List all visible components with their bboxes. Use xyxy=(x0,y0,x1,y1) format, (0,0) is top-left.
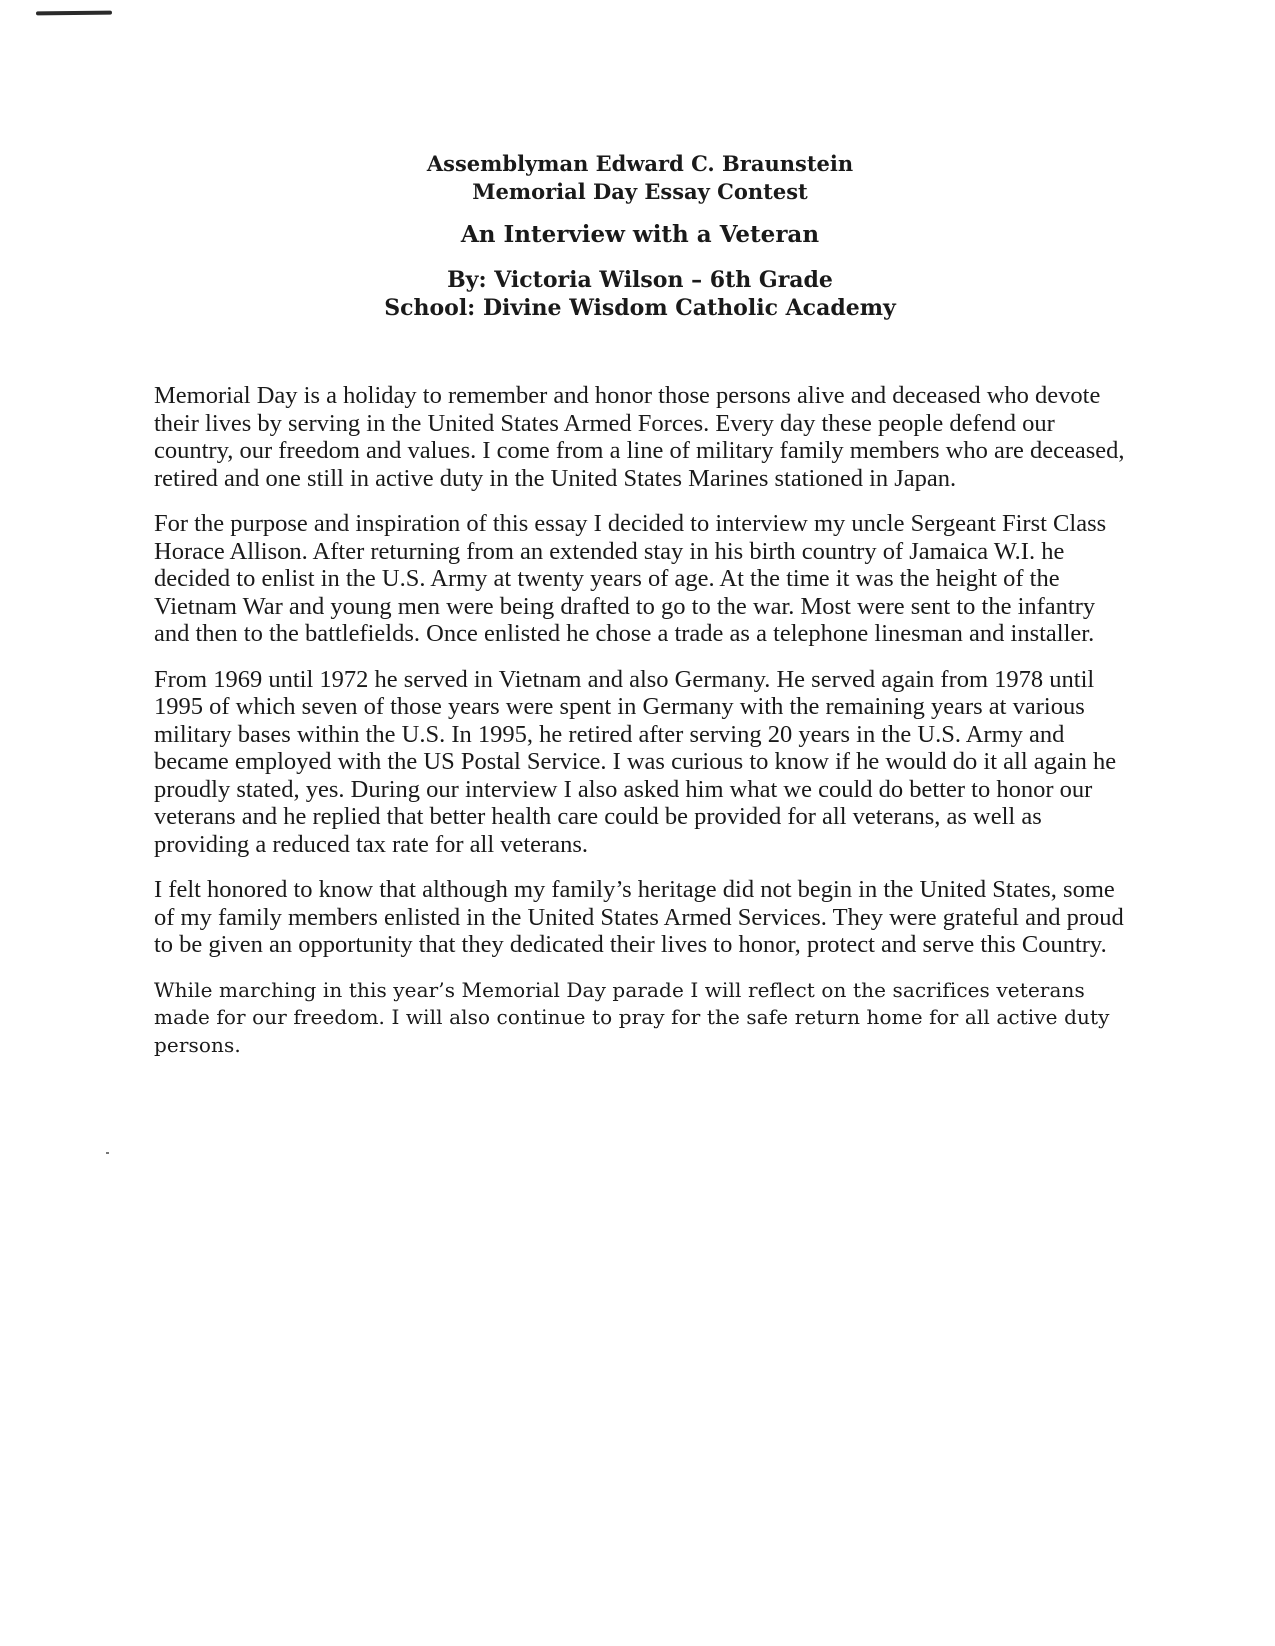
contest-line: Memorial Day Essay Contest xyxy=(472,179,808,204)
contest-sponsor xyxy=(240,150,1040,178)
scan-mark xyxy=(36,11,112,16)
contest-name xyxy=(240,178,1040,206)
sponsor-line: Assemblyman Edward C. Braunstein xyxy=(426,151,854,176)
paragraph-2: For the purpose and inspiration of this essay I decided to interview my uncle Sergeant First Class Horace Allison. After returning from an extended stay in his birth country of Jamaica W.I. he decided to enlist in the U.S. Army at twenty years of age. At the time it was the height of the Vietnam War and young men were being drafted to go to the war. Most were sent to the infantry and then to the battlefields. Once enlisted he chose a trade as a telephone linesman and installer. xyxy=(154,510,1107,647)
title-line: An Interview with a Veteran xyxy=(460,221,820,248)
essay-title xyxy=(240,221,1040,249)
byline-line: By: Victoria Wilson – 6th Grade xyxy=(447,267,833,293)
paragraph-5: While marching in this year’s Memorial Day parade I will reflect on the sacrifices veterans made for our freedom. I will also continue to pray for the safe return home for all active duty persons. xyxy=(154,977,1110,1057)
paragraph-4: I felt honored to know that although my family’s heritage did not begin in the United States, some of my family members enlisted in the United States Armed Services. They were grateful and proud to be given an opportunity that they dedicated their lives to honor, protect and serve this Country. xyxy=(154,876,1124,958)
scan-speck xyxy=(106,1152,109,1154)
essay-body xyxy=(154,382,1132,1077)
school-line xyxy=(240,294,1040,322)
author-byline xyxy=(240,266,1040,294)
school-name: School: Divine Wisdom Catholic Academy xyxy=(384,295,896,321)
paragraph-1: Memorial Day is a holiday to remember and honor those persons alive and deceased who devote their lives by serving in the United States Armed Forces. Every day these people defend our country, our freedom and values. I come from a line of military family members who are deceased, retired and one still in active duty in the United States Marines stationed in Japan. xyxy=(154,382,1125,492)
paragraph-3: From 1969 until 1972 he served in Vietnam and also Germany. He served again from 1978 until 1995 of which seven of those years were spent in Germany with the remaining years at various military bases within the U.S. In 1995, he retired after serving 20 years in the U.S. Army and became employed with the US Postal Service. I was curious to know if he would do it all again he proudly stated, yes. During our interview I also asked him what we could do better to honor our veterans and he replied that better health care could be provided for all veterans, as well as providing a reduced tax rate for all veterans. xyxy=(154,665,1117,858)
